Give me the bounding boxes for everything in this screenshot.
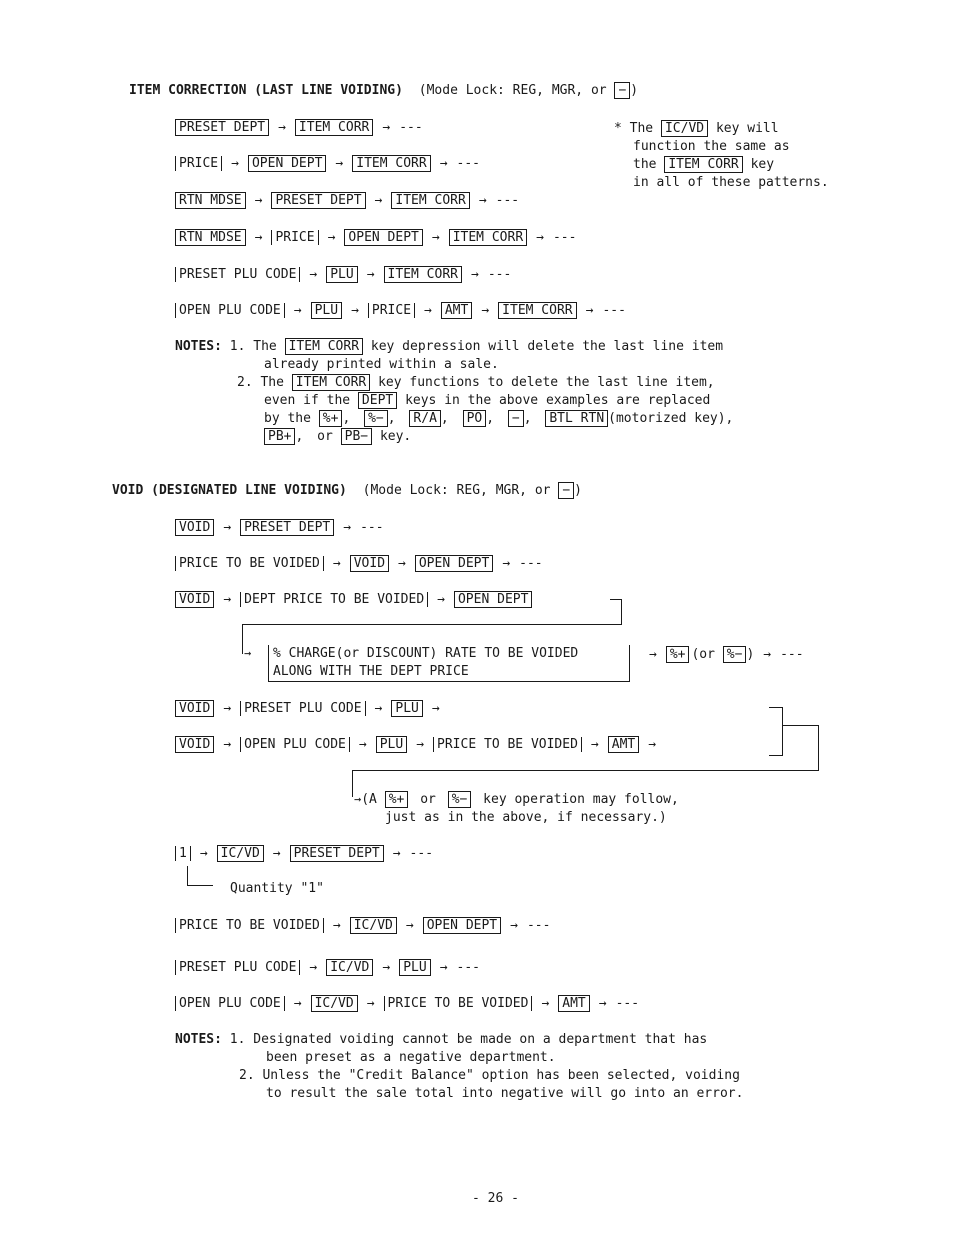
quantity-entry: 1 (175, 846, 191, 861)
charge-rate-box: % CHARGE(or DISCOUNT) RATE TO BE VOIDED ALONG WITH THE DEPT PRICE (268, 645, 630, 682)
notes-block: NOTES: 1. The ITEM CORR key depression will delete the last line item already printed within a sale. 2. The ITEM CORR key functions to delete the last line item, even if the DEPT keys in the above examples are replaced by the %+ , %− , R/A , PO , − , BTL RTN (motorized key), PB+ , or PB− key. (175, 339, 734, 444)
notes-label: NOTES: (175, 339, 222, 354)
bracket-line (818, 725, 819, 771)
ic-vd-key: IC/VD (217, 845, 264, 862)
ra-key: R/A (409, 410, 440, 427)
preset-dept-key: PRESET DEPT (240, 519, 334, 536)
sequence-row: VOID → DEPT PRICE TO BE VOIDED → OPEN DEPT (175, 591, 532, 608)
item-corr-key: ITEM CORR (384, 266, 462, 283)
plu-key: PLU (399, 959, 430, 976)
plu-key: PLU (326, 266, 357, 283)
sequence-row: PRESET PLU CODE → IC/VD → PLU → --- (175, 959, 480, 976)
sequence-row: RTN MDSE → PRICE → OPEN DEPT → ITEM CORR → --- (175, 229, 576, 246)
section-heading-item-correction: ITEM CORRECTION (LAST LINE VOIDING) (Mode Lock: REG, MGR, or − ) (129, 83, 639, 98)
open-plu-code-entry: OPEN PLU CODE (240, 737, 350, 752)
price-to-be-voided-entry: PRICE TO BE VOIDED (384, 996, 533, 1011)
sequence-row: 1 → IC/VD → PRESET DEPT → --- (175, 845, 433, 862)
sequence-row: PRICE TO BE VOIDED → IC/VD → OPEN DEPT → --- (175, 917, 550, 934)
preset-plu-code-entry: PRESET PLU CODE (175, 960, 300, 975)
quantity-pointer-line (187, 866, 188, 886)
minus-key: − (614, 82, 630, 99)
connector-line (242, 624, 622, 625)
preset-plu-code-entry: PRESET PLU CODE (240, 701, 365, 716)
amt-key: AMT (558, 995, 589, 1012)
sequence-row: OPEN PLU CODE → IC/VD → PRICE TO BE VOIDED → AMT → --- (175, 995, 639, 1012)
bracket-line (352, 770, 353, 797)
notes-block: NOTES: 1. Designated voiding cannot be made on a department that has been preset as a negative department. 2. Unless the "Credit Balance" option has been selected, voiding to result the sale total into negative will go into an error. (175, 1032, 744, 1101)
percent-minus-key: %− (448, 791, 472, 808)
price-entry: PRICE (368, 303, 415, 318)
price-entry: PRICE (175, 156, 222, 171)
preset-dept-key: PRESET DEPT (290, 845, 384, 862)
page-number: - 26 - (472, 1191, 519, 1206)
sequence-row: PRICE → OPEN DEPT → ITEM CORR → --- (175, 155, 480, 172)
po-key: PO (463, 410, 487, 427)
connector-line (242, 624, 243, 654)
sequence-row: PRESET DEPT → ITEM CORR → --- (175, 119, 423, 136)
open-plu-code-entry: OPEN PLU CODE (175, 996, 285, 1011)
connector-arrowhead: → (244, 646, 252, 660)
plu-key: PLU (376, 736, 407, 753)
bracket-line (782, 707, 783, 756)
amt-key: AMT (608, 736, 639, 753)
price-to-be-voided-entry: PRICE TO BE VOIDED (175, 918, 324, 933)
void-key: VOID (350, 555, 389, 572)
open-dept-key: OPEN DEPT (415, 555, 493, 572)
item-corr-key: ITEM CORR (449, 229, 527, 246)
item-corr-key: ITEM CORR (664, 156, 742, 173)
section-heading-void: VOID (DESIGNATED LINE VOIDING) (Mode Lock: REG, MGR, or − ) (112, 483, 582, 498)
minus-key: − (558, 482, 574, 499)
percent-plus-key: %+ (319, 410, 343, 427)
ic-vd-key: IC/VD (326, 959, 373, 976)
open-dept-key: OPEN DEPT (248, 155, 326, 172)
sequence-row: RTN MDSE → PRESET DEPT → ITEM CORR → --- (175, 192, 519, 209)
dept-key: DEPT (358, 392, 397, 409)
section-title: VOID (DESIGNATED LINE VOIDING) (112, 483, 347, 498)
rtn-mdse-key: RTN MDSE (175, 192, 246, 209)
sequence-row: VOID → PRESET PLU CODE → PLU → (175, 700, 449, 717)
price-to-be-voided-entry: PRICE TO BE VOIDED (433, 737, 582, 752)
void-key: VOID (175, 700, 214, 717)
sequence-row: VOID → OPEN PLU CODE → PLU → PRICE TO BE VOIDED → AMT → (175, 736, 665, 753)
preset-dept-key: PRESET DEPT (271, 192, 365, 209)
percent-plus-key: %+ (666, 646, 690, 663)
bracket-line (769, 755, 783, 756)
void-key: VOID (175, 736, 214, 753)
follow-arrowhead: → (354, 792, 362, 806)
item-corr-key: ITEM CORR (285, 338, 363, 355)
connector-line (621, 599, 622, 625)
btl-rtn-key: BTL RTN (545, 410, 608, 427)
notes-label: NOTES: (175, 1032, 222, 1047)
price-entry: PRICE (271, 230, 318, 245)
sequence-row: PRICE TO BE VOIDED → VOID → OPEN DEPT → --- (175, 555, 543, 572)
void-key: VOID (175, 591, 214, 608)
ic-vd-key: IC/VD (350, 917, 397, 934)
open-dept-key: OPEN DEPT (344, 229, 422, 246)
amt-key: AMT (441, 302, 472, 319)
open-dept-key: OPEN DEPT (423, 917, 501, 934)
percent-plus-key: %+ (385, 791, 409, 808)
section-title: ITEM CORRECTION (LAST LINE VOIDING) (129, 83, 403, 98)
percent-minus-key: %− (723, 646, 747, 663)
charge-rate-keys: → %+ (or %− ) → --- (649, 647, 804, 662)
item-corr-key: ITEM CORR (352, 155, 430, 172)
open-dept-key: OPEN DEPT (454, 591, 532, 608)
void-key: VOID (175, 519, 214, 536)
ic-vd-key: IC/VD (661, 120, 708, 137)
mode-lock-text: (Mode Lock: REG, MGR, or (418, 83, 607, 98)
sequence-row: VOID → PRESET DEPT → --- (175, 519, 384, 536)
plu-key: PLU (391, 700, 422, 717)
ic-vd-key: IC/VD (311, 995, 358, 1012)
bracket-line (352, 770, 819, 771)
pb-plus-key: PB+ (264, 428, 295, 445)
mode-lock-text: (Mode Lock: REG, MGR, or (362, 483, 551, 498)
percent-minus-key: %− (364, 410, 388, 427)
quantity-label: Quantity "1" (230, 881, 324, 896)
sequence-row: OPEN PLU CODE → PLU → PRICE → AMT → ITEM CORR → --- (175, 302, 626, 319)
plu-key: PLU (311, 302, 342, 319)
minus-key: − (508, 410, 524, 427)
pb-minus-key: PB− (341, 428, 372, 445)
item-corr-key: ITEM CORR (391, 192, 469, 209)
side-note: * The IC/VD key will function the same as the ITEM CORR key in all of these patterns. (614, 121, 829, 190)
preset-dept-key: PRESET DEPT (175, 119, 269, 136)
follow-note: →(A %+ or %− key operation may follow, just as in the above, if necessary.) (354, 792, 679, 825)
item-corr-key: ITEM CORR (295, 119, 373, 136)
open-plu-code-entry: OPEN PLU CODE (175, 303, 285, 318)
rtn-mdse-key: RTN MDSE (175, 229, 246, 246)
price-to-be-voided-entry: PRICE TO BE VOIDED (175, 556, 324, 571)
bracket-line (783, 725, 819, 726)
preset-plu-code-entry: PRESET PLU CODE (175, 267, 300, 282)
item-corr-key: ITEM CORR (292, 374, 370, 391)
item-corr-key: ITEM CORR (498, 302, 576, 319)
sequence-row: PRESET PLU CODE → PLU → ITEM CORR → --- (175, 266, 511, 283)
bracket-line (769, 707, 783, 708)
quantity-pointer-line (187, 885, 213, 886)
dept-price-to-be-voided-entry: DEPT PRICE TO BE VOIDED (240, 592, 428, 607)
